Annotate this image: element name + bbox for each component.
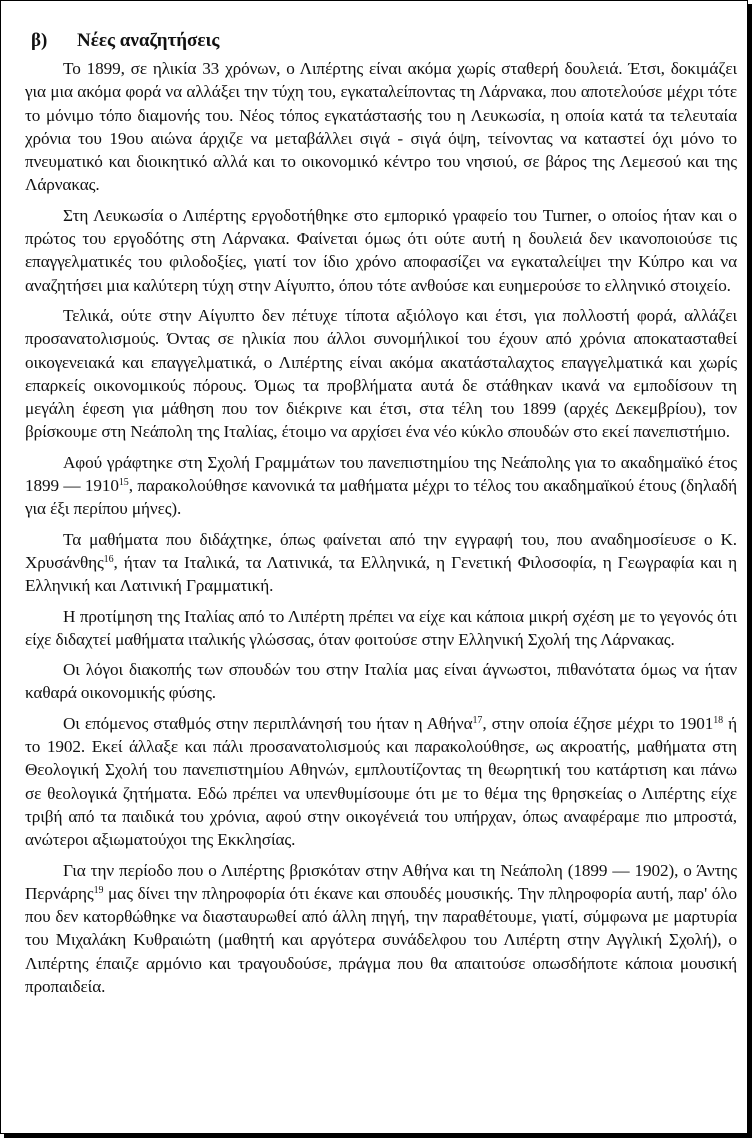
paragraph-text: Οι λόγοι διακοπής των σπουδών του στην Ιταλία μας είναι άγνωστοι, πιθανότατα όμως να ήταν καθαρά οικονομικής φύσης. bbox=[25, 660, 737, 703]
section-number: β) bbox=[31, 30, 48, 51]
footnote-marker: 16 bbox=[103, 553, 114, 565]
paragraph-text: Αφού γράφτηκε στη Σχολή Γραμμάτων του πανεπιστημίου της Νεάπολης για το ακαδημαϊκό έτος 1899 — 1910 bbox=[25, 452, 737, 496]
paragraph-text: Τελικά, ούτε στην Αίγυπτο δεν πέτυχε τίποτα αξιόλογο και έτσι, για πολλοστή φορά, αλλάζει προσανατολισμούς. Όντας σε ηλικία που άλλοι συνομήλικοί του έχουν από χρόνια αποκατασταθεί οικογενειακά και επαγγελματικά, ο Λιπέρτης είναι ακόμα ακατάσταλαχτος επαγγελματικά και χωρίς επαρκείς οικονομικούς πόρους. Όμως τα προβλήματα αυτά δε στάθηκαν ικανά να εμποδίσουν τη μεγάλη έφεση για μάθηση που τον διέκρινε και έτσι, στα τέλη του 1899 (αρχές Δεκεμβρίου), τον βρίσκουμε στη Νεάπολη της Ιταλίας, έτοιμο να αρχίσει ένα νέο κύκλο σπουδών στο εκεί πανεπιστήμιο. bbox=[25, 305, 737, 442]
paragraph-text: , παρακολούθησε κανονικά τα μαθήματα μέχρι το τέλος του ακαδημαϊκού έτους (δηλαδή για έξι περίπου μήνες). bbox=[25, 476, 737, 519]
paragraph-text: Η προτίμηση της Ιταλίας από το Λιπέρτη πρέπει να είχε και κάποια μικρή σχέση με το γεγονός ότι είχε διδαχτεί μαθήματα ιταλικής γλώσσας, όταν φοιτούσε στην Ελληνική Σχολή της Λάρνακας. bbox=[25, 606, 737, 649]
paragraph-text: Για την περίοδο που ο Λιπέρτης βρισκόταν στην Αθήνα και τη Νεάπολη (1899 — 1902), ο Άντης Περνάρης bbox=[25, 860, 737, 903]
paragraph-text: μας δίνει την πληροφορία ότι έκανε και σπουδές μουσικής. Την πληροφορία αυτή, παρ' όλο που δεν κατορθώθηκε να διασταυρωθεί από άλλη πηγή, την παραθέτουμε, γιατί, σύμφωνα με μαρτυρία του Μιχαλάκη Κυθραιώτη (μαθητή και αργότερα συνάδελφου του Λιπέρτη στην Αγγλική Σχολή), ο Λιπέρτης έπαιζε αρμόνιο και τραγουδούσε, πράγμα που θα απαιτούσε οπωσδήποτε κάποια μουσική προπαιδεία. bbox=[25, 883, 737, 996]
footnote-marker: 18 bbox=[713, 714, 724, 726]
paragraph bbox=[25, 605, 737, 652]
footnote-marker: 19 bbox=[93, 884, 104, 896]
paragraph-text: , ήταν τα Ιταλικά, τα Λατινικά, τα Ελληνικά, η Γενετική Φιλοσοφία, η Γεωγραφία και η Ελληνική και Λατινική Γραμματική. bbox=[25, 552, 737, 596]
paragraph-text: Τα μαθήματα που διδάχτηκε, όπως φαίνεται από την εγγραφή του, που αναδημοσίευσε ο Κ. Χρυσάνθης bbox=[25, 529, 737, 572]
section-heading bbox=[31, 29, 737, 53]
paragraph bbox=[25, 528, 737, 598]
paragraph-text: Στη Λευκωσία ο Λιπέρτης εργοδοτήθηκε στο εμπορικό γραφείο του Turner, ο οποίος ήταν και ο πρώτος του εργοδότης στη Λάρνακα. Φαίνεται όμως ότι ούτε αυτή η δουλειά δεν ικανοποιούσε τις επαγγελματικές του φιλοδοξίες, γιατί τον ίδιο χρόνο αποφασίζει να εγκαταλείψει την Κύπρο και να αναζητήσει μια καλύτερη τύχη στην Αίγυπτο, όπου τότε ανθούσε και ευημερούσε το ελληνικό στοιχείο. bbox=[25, 205, 737, 295]
paragraph-text: ή το 1902. Εκεί άλλαξε και πάλι προσανατολισμούς και παρακολούθησε, ως ακροατής, μαθήματα στη Θεολογική Σχολή του πανεπιστημίου Αθηνών, εμπλουτίζοντας τη θεωρητική του κατάρτιση και πάνω σε θεολογικά ζητήματα. Εδώ πρέπει να υπενθυμίσουμε ότι με το θέμα της θρησκείας ο Λιπέρτης είχε τριβή από τα παιδικά του χρόνια, αφού στην οικογένειά του υπήρχαν, όπως αναφέραμε πιο μπροστά, ανώτεροι αξιωματούχοι της Εκκλησίας. bbox=[25, 713, 737, 850]
paragraph bbox=[25, 859, 737, 999]
paragraph-text: Οι επόμενος σταθμός στην περιπλάνησή του ήταν η Αθήνα bbox=[63, 713, 473, 733]
footnote-marker: 15 bbox=[118, 477, 129, 489]
paragraph bbox=[25, 658, 737, 705]
paragraph bbox=[25, 712, 737, 852]
paragraph bbox=[25, 204, 737, 297]
paragraph bbox=[25, 57, 737, 197]
document-page bbox=[25, 29, 737, 1005]
paragraph bbox=[25, 451, 737, 521]
paragraph-text: Το 1899, σε ηλικία 33 χρόνων, ο Λιπέρτης είναι ακόμα χωρίς σταθερή δουλειά. Έτσι, δοκιμάζει για μια ακόμα φορά να αλλάξει την τύχη του, εγκαταλείποντας τη Λάρνακα, που αποτελούσε μέχρι τότε το μόνιμο τόπο διαμονής του. Νέος τόπος εγκατάστασής του η Λευκωσία, η οποία κατά τα τελευταία χρόνια του 19ου αιώνα άρχιζε να μεταβάλλει σιγά - σιγά όψη, τείνοντας να καταστεί όχι μόνο το πνευματικό και διοικητικό αλλά και το οικονομικό κέντρο του νησιού, σε βάρος της Λεμεσού και της Λάρνακας. bbox=[25, 59, 737, 195]
paragraph bbox=[25, 304, 737, 444]
section-title: Νέες αναζητήσεις bbox=[77, 30, 220, 51]
paragraph-text: , στην οποία έζησε μέχρι το 1901 bbox=[482, 713, 714, 733]
footnote-marker: 17 bbox=[472, 714, 483, 726]
